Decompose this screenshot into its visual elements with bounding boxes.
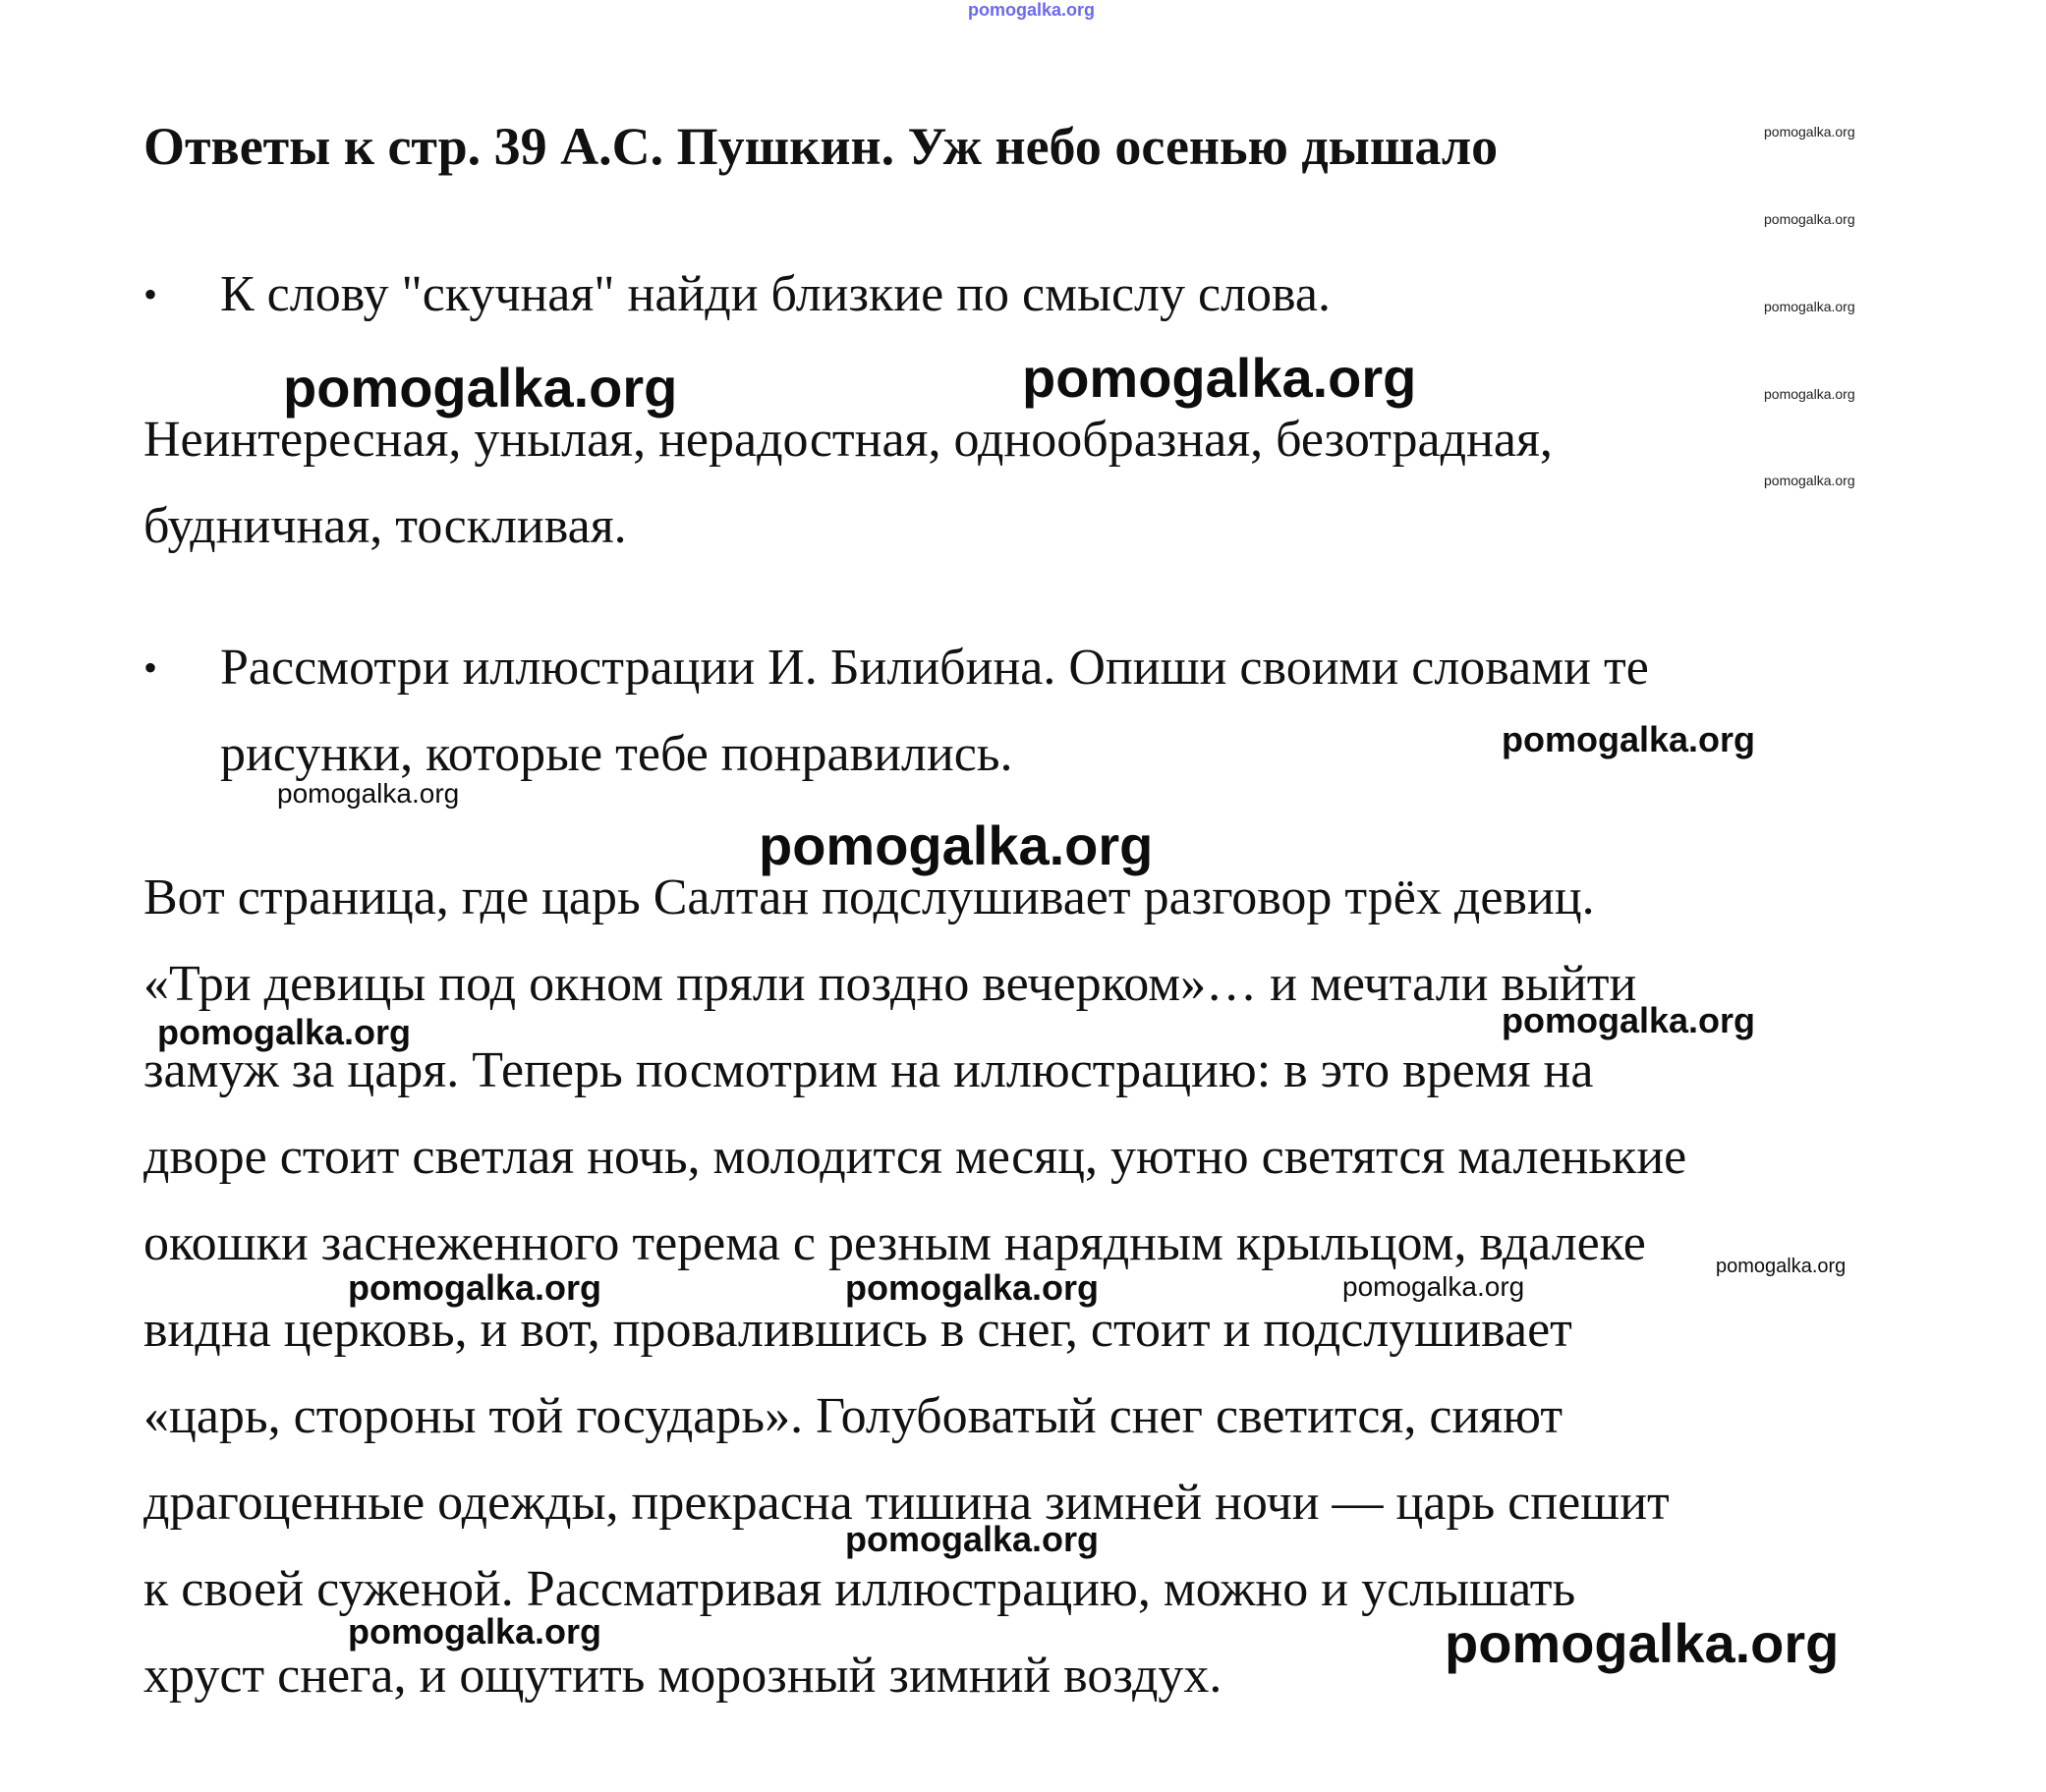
watermark-text: pomogalka.org (157, 1012, 412, 1052)
answer-2-line: хруст снега, и ощутить морозный зимний воздух. (143, 1648, 1222, 1704)
side-watermark: pomogalka.org (1764, 299, 1855, 314)
answer-1-line: будничная, тоскливая. (143, 498, 627, 554)
watermark-text: pomogalka.org (1502, 1000, 1756, 1040)
answer-2-line: «Три девицы под окном пряли поздно вечерком»… и мечтали выйти (143, 956, 1637, 1012)
answer-2-line: окошки заснеженного терема с резным нарядным крыльцом, вдалеке (143, 1215, 1646, 1271)
question-1-prompt: К слову "скучная" найди близкие по смыслу слова. (220, 266, 1331, 322)
watermark-text: pomogalka.org (348, 1611, 602, 1652)
page-title: Ответы к стр. 39 А.С. Пушкин. Уж небо осенью дышало (143, 117, 1499, 176)
watermark-text: pomogalka.org (845, 1519, 1100, 1559)
watermark-text: pomogalka.org (759, 814, 1154, 876)
answer-2-line: замуж за царя. Теперь посмотрим на иллюстрацию: в это время на (143, 1042, 1594, 1098)
watermark-text: pomogalka.org (277, 778, 460, 809)
watermark-text: pomogalka.org (283, 357, 678, 419)
watermark-text: pomogalka.org (1445, 1612, 1840, 1674)
side-watermark: pomogalka.org (1764, 473, 1855, 488)
watermark-text: pomogalka.org (1716, 1256, 1847, 1277)
answer-2-line: видна церковь, и вот, провалившись в снег, стоит и подслушивает (143, 1302, 1572, 1358)
answer-2-line: «царь, стороны той государь». Голубоватый снег светится, сияют (143, 1388, 1563, 1444)
side-watermark: pomogalka.org (1764, 211, 1855, 227)
watermark-text: pomogalka.org (845, 1267, 1100, 1308)
side-watermark: pomogalka.org (1764, 386, 1855, 402)
question-2-prompt-line: Рассмотри иллюстрации И. Билибина. Опиши своими словами те (220, 640, 1649, 696)
top-site-watermark: pomogalka.org (968, 0, 1096, 20)
watermark-text: pomogalka.org (348, 1267, 602, 1308)
answer-2-line: Вот страница, где царь Салтан подслушивает разговор трёх девиц. (143, 869, 1595, 925)
bullet-icon: • (143, 272, 158, 316)
answer-2-line: драгоценные одежды, прекрасна тишина зимней ночи — царь спешит (143, 1475, 1670, 1531)
side-watermark: pomogalka.org (1764, 124, 1855, 140)
watermark-text: pomogalka.org (1502, 719, 1756, 759)
answer-1-line: Неинтересная, унылая, нерадостная, однообразная, безотрадная, (143, 412, 1553, 468)
watermark-text: pomogalka.org (1022, 347, 1417, 409)
question-2-prompt-line: рисунки, которые тебе понравились. (220, 726, 1013, 782)
answer-2-line: дворе стоит светлая ночь, молодится месяц, уютно светятся маленькие (143, 1129, 1687, 1185)
watermark-text: pomogalka.org (1342, 1271, 1525, 1302)
answer-2-line: к своей суженой. Рассматривая иллюстрацию, можно и услышать (143, 1561, 1576, 1617)
bullet-icon: • (143, 645, 158, 690)
